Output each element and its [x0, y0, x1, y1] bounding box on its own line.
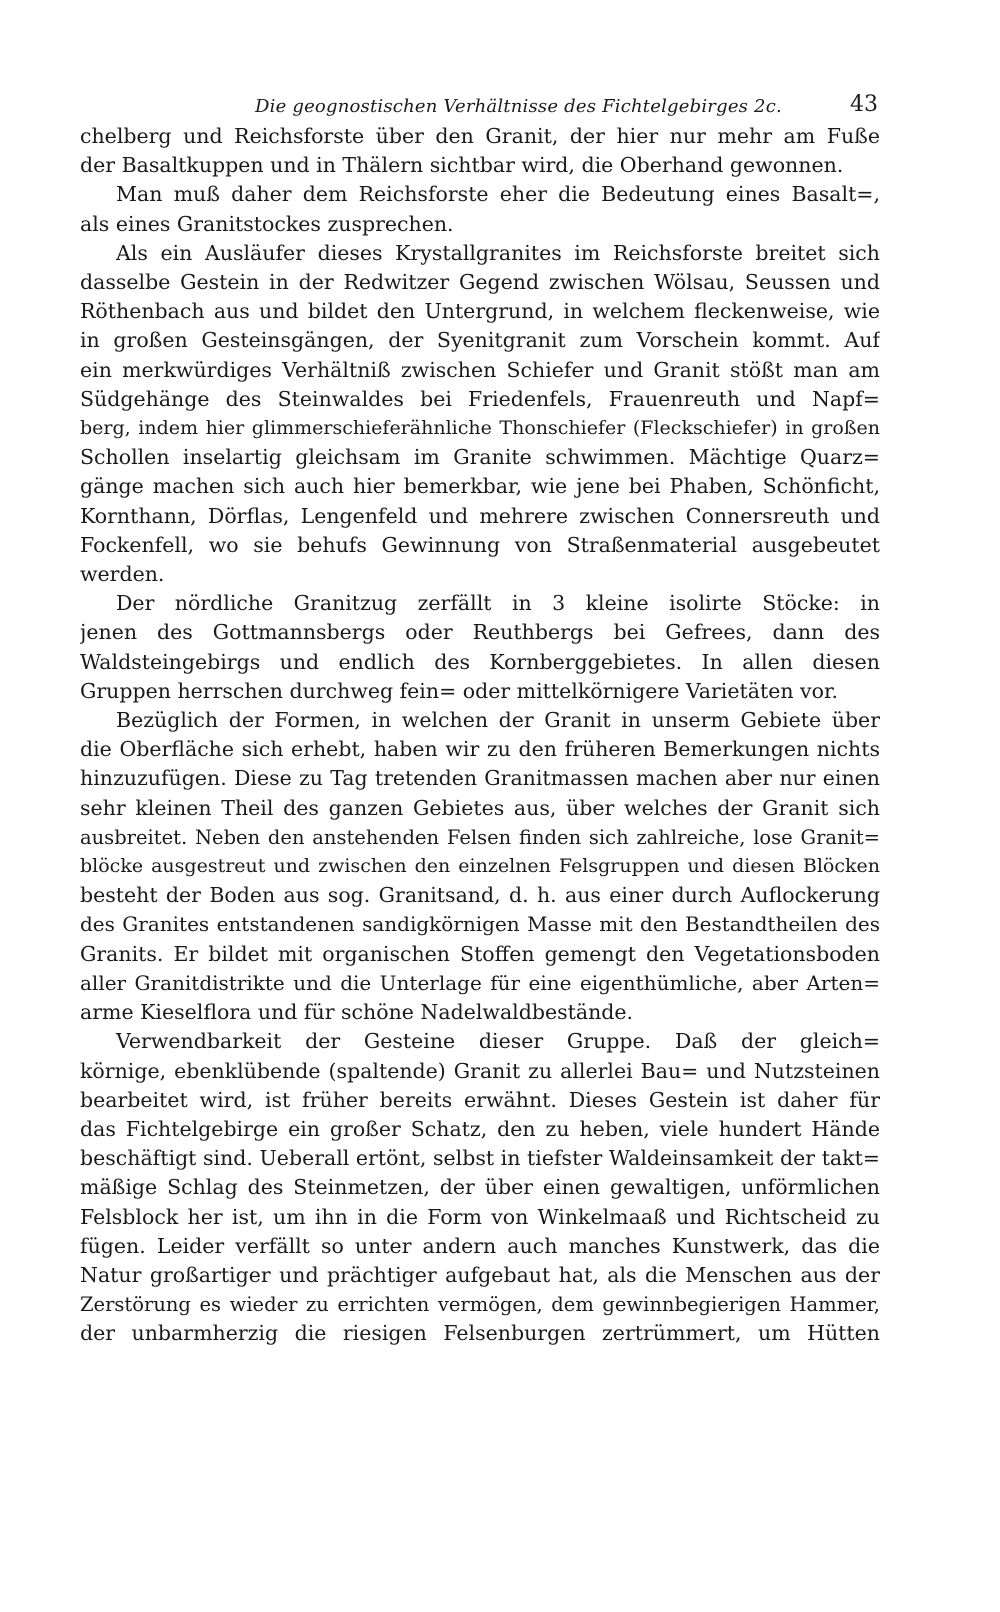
text-line: mäßige Schlag des Steinmetzen, der über einen gewaltigen, unförmlichen: [80, 1175, 880, 1200]
text-line: chelberg und Reichsforste über den Granit, der hier nur mehr am Fuße: [80, 124, 880, 148]
book-page: [80, 92, 880, 1349]
text-line: Felsblock her ist, um ihn in die Form von Winkelmaaß und Richtscheid zu: [80, 1204, 880, 1229]
text-line: jenen des Gottmannsbergs oder Reuthbergs bei Gefrees, dann des: [80, 620, 880, 645]
text-line: ein merkwürdiges Verhältniß zwischen Schiefer und Granit stößt man am: [80, 357, 880, 382]
text-line: der unbarmherzig die riesigen Felsenburgen zertrümmert, um Hütten: [80, 1321, 880, 1346]
text-line: Kornthann, Dörflas, Lengenfeld und mehrere zwischen Connersreuth und: [80, 503, 880, 528]
text-line: gänge machen sich auch hier bemerkbar, wie jene bei Phaben, Schönficht,: [80, 474, 880, 499]
text-line: Südgehänge des Steinwaldes bei Friedenfels, Frauenreuth und Napf=: [80, 386, 880, 411]
text-line: Zerstörung es wieder zu errichten vermögen, dem gewinnbegierigen Hammer,: [80, 1293, 880, 1317]
text-line: Röthenbach aus und bildet den Untergrund, in welchem fleckenweise, wie: [80, 299, 880, 324]
page-number: 43: [850, 92, 878, 117]
text-line: Der nördliche Granitzug zerfällt in 3 kleine isolirte Stöcke: in: [116, 591, 880, 616]
text-line: arme Kieselflora und für schöne Nadelwaldbestände.: [80, 1000, 634, 1025]
text-line: Verwendbarkeit der Gesteine dieser Gruppe. Daß der gleich=: [116, 1029, 880, 1054]
text-line: beschäftigt sind. Ueberall ertönt, selbst in tiefster Waldeinsamkeit der takt=: [80, 1146, 880, 1171]
text-line: Fockenfell, wo sie behufs Gewinnung von Straßenmaterial ausgebeutet: [80, 532, 880, 557]
text-line: fügen. Leider verfällt so unter andern auch manches Kunstwerk, das die: [80, 1233, 880, 1258]
text-line: Schollen inselartig gleichsam im Granite schwimmen. Mächtige Quarz=: [80, 445, 880, 470]
paragraph-3: [80, 239, 880, 589]
paragraph-5: [80, 706, 880, 1027]
text-line: aller Granitdistrikte und die Unterlage für eine eigenthümliche, aber Arten=: [80, 970, 880, 995]
text-line: das Fichtelgebirge ein großer Schatz, den zu heben, viele hundert Hände: [80, 1116, 880, 1141]
text-line: in großen Gesteinsgängen, der Syenitgranit zum Vorschein kommt. Auf: [80, 328, 880, 353]
paragraph-2: [80, 180, 880, 238]
text-line: Granits. Er bildet mit organischen Stoffen gemengt den Vegetationsboden: [80, 941, 880, 966]
text-line: Bezüglich der Formen, in welchen der Granit in unserm Gebiete über: [116, 708, 880, 733]
text-line: Man muß daher dem Reichsforste eher die Bedeutung eines Basalt=,: [116, 182, 880, 207]
running-title: Die geognostischen Verhältnisse des Fichtelgebirges 2c.: [255, 96, 782, 117]
text-line: blöcke ausgestreut und zwischen den einzelnen Felsgruppen und diesen Blöcken: [80, 855, 880, 878]
text-line: berg, indem hier glimmerschieferähnliche Thonschiefer (Fleckschiefer) in großen: [80, 417, 880, 440]
text-line: bearbeitet wird, ist früher bereits erwähnt. Dieses Gestein ist daher für: [80, 1087, 880, 1112]
text-line: werden.: [80, 562, 165, 587]
text-line: Als ein Ausläufer dieses Krystallgranites im Reichsforste breitet sich: [116, 240, 880, 265]
page-header: [80, 92, 880, 122]
text-line: sehr kleinen Theil des ganzen Gebietes aus, über welches der Granit sich: [80, 795, 880, 820]
text-line: Gruppen herrschen durchweg fein= oder mittelkörnigere Varietäten vor.: [80, 678, 839, 703]
text-line: hinzuzufügen. Diese zu Tag tretenden Granitmassen machen aber nur einen: [80, 766, 880, 791]
text-line: Natur großartiger und prächtiger aufgebaut hat, als die Menschen aus der: [80, 1262, 880, 1287]
paragraph-6: [80, 1027, 880, 1348]
text-line: die Oberfläche sich erhebt, haben wir zu den früheren Bemerkungen nichts: [80, 737, 880, 762]
text-line: dasselbe Gestein in der Redwitzer Gegend zwischen Wölsau, Seussen und: [80, 270, 880, 295]
text-line: als eines Granitstockes zusprechen.: [80, 211, 454, 236]
text-line: des Granites entstandenen sandigkörnigen Masse mit den Bestandtheilen des: [80, 912, 880, 937]
text-line: Waldsteingebirgs und endlich des Kornberggebietes. In allen diesen: [80, 649, 880, 674]
paragraph-4: [80, 589, 880, 706]
paragraph-1: [80, 122, 880, 180]
text-line: der Basaltkuppen und in Thälern sichtbar wird, die Oberhand gewonnen.: [80, 153, 844, 178]
text-line: körnige, ebenklübende (spaltende) Granit zu allerlei Bau= und Nutzsteinen: [80, 1058, 880, 1083]
text-line: besteht der Boden aus sog. Granitsand, d. h. aus einer durch Auflockerung: [80, 883, 880, 908]
text-line: ausbreitet. Neben den anstehenden Felsen finden sich zahlreiche, lose Granit=: [80, 825, 880, 849]
